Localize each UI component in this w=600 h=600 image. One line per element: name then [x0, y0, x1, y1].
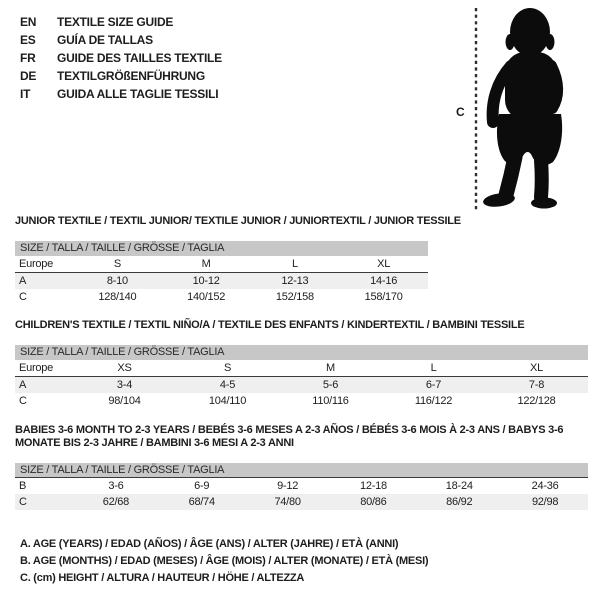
column-header: XL [377, 258, 391, 270]
table-row-age [15, 273, 428, 289]
table-cell: 5-6 [322, 379, 339, 391]
table-cell: 92/98 [531, 496, 559, 508]
footnote-age-months: B. AGE (MONTHS) / EDAD (MESES) / ÂGE (MOIS) / ALTER (MONATE) / ETÀ (MESI) [20, 555, 429, 567]
table-cell: 152/158 [275, 291, 314, 303]
baby-silhouette-icon [455, 2, 600, 214]
size-header-bar: SIZE / TALLA / TAILLE / GRÖSSE / TAGLIA [15, 241, 428, 256]
table-cell: 6-7 [425, 379, 442, 391]
baby-ear-left [506, 34, 515, 50]
table-cell: 10-12 [192, 275, 220, 287]
table-cell: 104/110 [208, 395, 247, 407]
junior-table-section [15, 215, 461, 305]
column-header-row [15, 256, 428, 273]
table-cell: 110/116 [312, 395, 349, 407]
language-row-de [20, 67, 222, 85]
baby-shorts [497, 114, 562, 165]
column-header: L [291, 258, 298, 270]
table-cell: 68/74 [188, 496, 215, 508]
size-header-bar: SIZE / TALLA / TAILLE / GRÖSSE / TAGLIA [15, 463, 588, 478]
language-code: EN [20, 15, 37, 29]
baby-leg-right [541, 160, 542, 197]
language-row-it [20, 85, 222, 103]
language-code: DE [20, 69, 37, 83]
table-cell: 12-18 [359, 480, 387, 492]
table-cell: 158/170 [364, 291, 403, 303]
table-cell: 8-10 [106, 275, 128, 287]
column-header: M [201, 258, 211, 270]
language-code: IT [20, 87, 31, 101]
baby-arm-right [551, 66, 557, 108]
language-label: GUÍA DE TALLAS [57, 33, 153, 47]
table-cell: 7-8 [528, 379, 545, 391]
language-row-es [20, 31, 222, 49]
baby-ear-right [546, 34, 555, 50]
row-label: C [19, 291, 27, 303]
height-measure-label: C [456, 105, 465, 119]
footnote-height: C. (cm) HEIGHT / ALTURA / HAUTEUR / HÖHE / ALTEZZA [20, 572, 305, 584]
table-cell: 80/86 [360, 496, 387, 508]
language-code: ES [20, 33, 36, 47]
row-label: A [19, 379, 27, 391]
children-table-section [15, 319, 588, 409]
table-row-height [15, 393, 588, 409]
babies-table-title: BABIES 3-6 MONTH TO 2-3 YEARS / BEBÉS 3-6 MESES A 2-3 AÑOS / BÉBÉS 3-6 MOIS À 2-3 ANS / BABYS 3-6 MONATE BIS 2-3 JAHRE / BAMBINI 3-6 MESI A 2-3 ANNI [15, 424, 564, 449]
footnotes [20, 536, 428, 587]
table-cell: 4-5 [219, 379, 236, 391]
language-label: GUIDA ALLE TAGLIE TESSILI [57, 87, 219, 101]
table-row-age-months [15, 478, 588, 494]
column-header: XL [530, 362, 543, 374]
baby-figure [482, 8, 562, 209]
junior-size-table [15, 241, 428, 305]
column-header: XS [117, 362, 132, 374]
table-cell: 18-24 [445, 480, 473, 492]
row-label: C [19, 496, 27, 508]
language-row-fr [20, 49, 222, 67]
language-label: TEXTILE SIZE GUIDE [57, 15, 174, 29]
table-cell: 12-13 [281, 275, 309, 287]
row-label: C [19, 395, 27, 407]
babies-size-table [15, 463, 588, 510]
babies-table-section [15, 424, 588, 510]
table-cell: 74/80 [274, 496, 301, 508]
baby-leg-left [506, 157, 515, 195]
region-label: Europe [19, 258, 53, 270]
table-cell: 14-16 [370, 275, 398, 287]
table-cell: 122/128 [517, 395, 556, 407]
column-header-row [15, 360, 588, 377]
table-cell: 3-4 [116, 379, 133, 391]
table-row-height [15, 289, 428, 305]
row-label: A [19, 275, 27, 287]
table-cell: 116/122 [414, 395, 453, 407]
table-cell: 128/140 [98, 291, 137, 303]
language-code: FR [20, 51, 36, 65]
row-label: B [19, 480, 27, 492]
column-header: S [113, 258, 121, 270]
table-row-height [15, 494, 588, 510]
table-cell: 24-36 [531, 480, 559, 492]
size-header-bar: SIZE / TALLA / TAILLE / GRÖSSE / TAGLIA [15, 345, 588, 360]
baby-foot-right [531, 198, 557, 209]
table-cell: 86/92 [446, 496, 473, 508]
table-cell: 98/104 [108, 395, 141, 407]
junior-table-title: JUNIOR TEXTILE / TEXTIL JUNIOR/ TEXTILE JUNIOR / JUNIORTEXTIL / JUNIOR TESSILE [15, 215, 461, 227]
table-cell: 6-9 [194, 480, 210, 492]
table-cell: 140/152 [187, 291, 226, 303]
table-cell: 9-12 [277, 480, 299, 492]
baby-head [510, 8, 550, 56]
region-label: Europe [19, 362, 53, 374]
column-header: L [430, 362, 437, 374]
language-row-en [20, 13, 222, 31]
column-header: M [326, 362, 335, 374]
children-size-table [15, 345, 588, 409]
table-cell: 3-6 [108, 480, 124, 492]
language-list [20, 13, 222, 103]
table-row-age [15, 377, 588, 393]
children-table-title: CHILDREN'S TEXTILE / TEXTIL NIÑO/A / TEXTILE DES ENFANTS / KINDERTEXTIL / BAMBINI TESSILE [15, 319, 525, 331]
column-header: S [223, 362, 232, 374]
footnote-age-years: A. AGE (YEARS) / EDAD (AÑOS) / ÂGE (ANS) / ALTER (JAHRE) / ETÀ (ANNI) [20, 538, 399, 550]
table-cell: 62/68 [102, 496, 130, 508]
language-label: GUIDE DES TAILLES TEXTILE [57, 51, 222, 65]
language-label: TEXTILGRÖßENFÜHRUNG [57, 69, 205, 83]
